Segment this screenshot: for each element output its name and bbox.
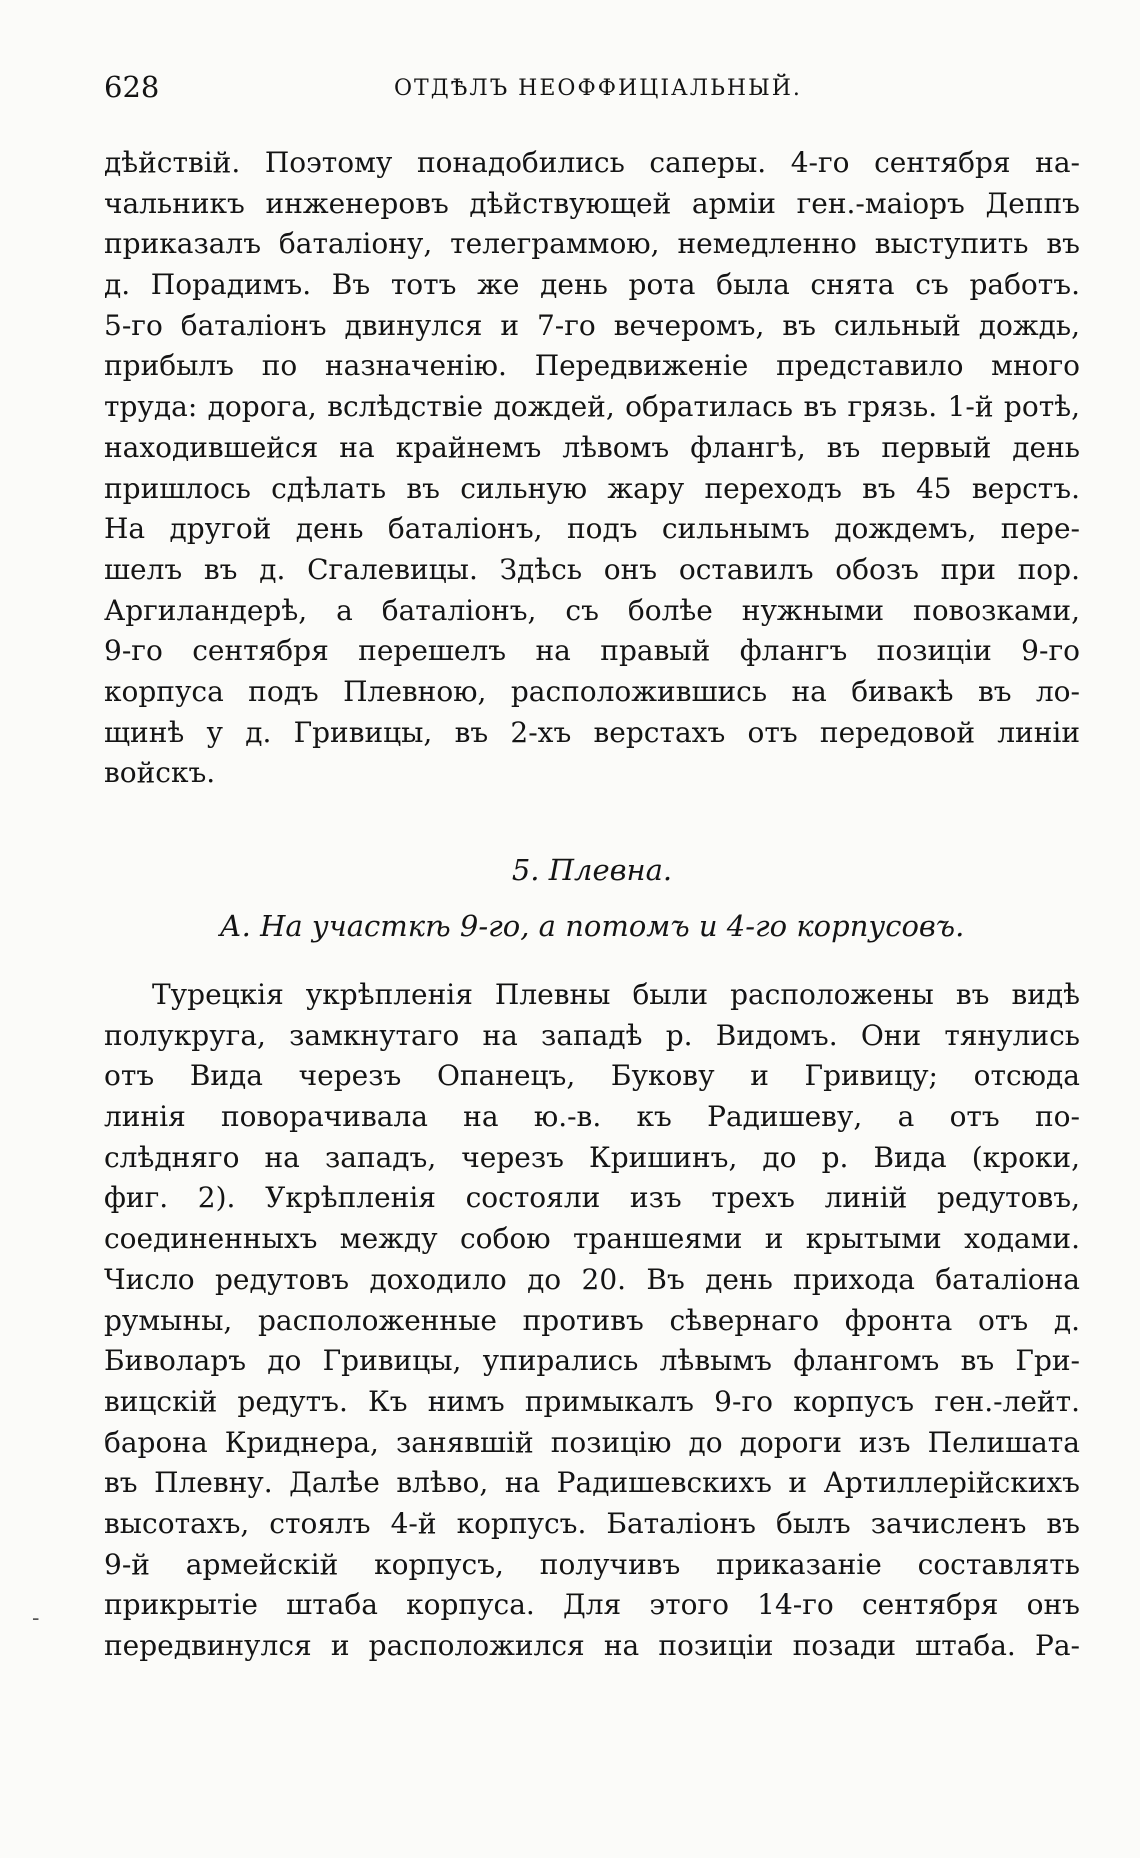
text-line: линія поворачивала на ю.-в. къ Радишеву, а отъ по- [104,1100,1080,1134]
text-line: На другой день баталіонъ, подъ сильнымъ дождемъ, пере- [104,512,1080,546]
text-line: войскъ. [104,756,216,790]
text-line: щинѣ у д. Гривицы, въ 2-хъ верстахъ отъ передовой линіи [104,715,1080,749]
text-line: пришлось сдѣлать въ сильную жару переходъ въ 45 верстъ. [104,471,1080,505]
text-line: въ Плевну. Далѣе влѣво, на Радишевскихъ и Артиллерійскихъ [104,1466,1080,1500]
text-line: Биволаръ до Гривицы, упирались лѣвымъ флангомъ въ Гри- [104,1344,1080,1378]
text-line: вицскій редутъ. Къ нимъ примыкалъ 9-го корпусъ ген.-лейт. [104,1384,1080,1418]
page-header [104,70,1044,110]
paragraph-1 [104,143,1080,794]
text-line: труда: дорога, вслѣдствіе дождей, обратилась въ грязь. 1-й ротѣ, [104,390,1080,424]
text-line: прикрытіе штаба корпуса. Для этого 14-го сентября онъ [104,1588,1080,1622]
text-line: фиг. 2). Укрѣпленія состояли изъ трехъ линій редутовъ, [104,1181,1080,1215]
text-line: барона Криднера, занявшій позицію до дороги изъ Пелишата [104,1425,1080,1459]
page-number: 628 [104,70,160,104]
text-line: 9-й армейскій корпусъ, получивъ приказаніе составлять [104,1547,1080,1581]
text-line: дѣйствій. Поэтому понадобились саперы. 4-го сентября на- [104,146,1080,179]
text-line: д. Порадимъ. Въ тотъ же день рота была снята съ работъ. [104,268,1080,302]
text-line: передвинулся и расположился на позиціи позади штаба. Ра- [104,1629,1080,1662]
text-line: прибылъ по назначенію. Передвиженіе представило много [104,349,1080,383]
text-line: Турецкія укрѣпленія Плевны были расположены въ видѣ [152,978,1080,1011]
text-line: 9-го сентября перешелъ на правый флангъ позиціи 9-го [104,634,1080,668]
text-line: румыны, расположенные противъ сѣвернаго фронта отъ д. [104,1303,1080,1337]
paragraph-2 [104,975,1080,1667]
text-line: соединенныхъ между собою траншеями и крытыми ходами. [104,1222,1080,1256]
margin-mark: - [32,1606,40,1631]
text-line: высотахъ, стоялъ 4-й корпусъ. Баталіонъ былъ зачисленъ въ [104,1506,1080,1540]
text-line: Аргиландерѣ, а баталіонъ, съ болѣе нужными повозками, [104,593,1080,627]
text-line: приказалъ баталіону, телеграммою, немедленно выступить въ [104,227,1080,261]
text-line: корпуса подъ Плевною, расположившись на бивакѣ въ ло- [104,674,1080,708]
text-line: находившейся на крайнемъ лѣвомъ флангѣ, въ первый день [104,430,1080,464]
text-line: слѣдняго на западъ, черезъ Кришинъ, до р. Вида (кроки, [104,1140,1080,1174]
text-line: отъ Вида черезъ Опанецъ, Букову и Гривицу; отсюда [104,1059,1080,1093]
text-line: Число редутовъ доходило до 20. Въ день прихода баталіона [104,1262,1080,1296]
text-line: шелъ въ д. Сгалевицы. Здѣсь онъ оставилъ обозъ при пор. [104,552,1080,586]
running-head: ОТДѢЛЪ НЕОФФИЦІАЛЬНЫЙ. [394,76,802,101]
section-title: 5. Плевна. [511,853,673,887]
subsection-title: А. На участкѣ 9-го, а потомъ и 4-го корпусовъ. [219,909,965,943]
text-line: чальникъ инженеровъ дѣйствующей арміи ген.-маіоръ Деппъ [104,186,1080,220]
text-line: 5-го баталіонъ двинулся и 7-го вечеромъ, въ сильный дождь, [104,308,1080,342]
text-line: полукруга, замкнутаго на западѣ р. Видомъ. Они тянулись [104,1018,1080,1052]
